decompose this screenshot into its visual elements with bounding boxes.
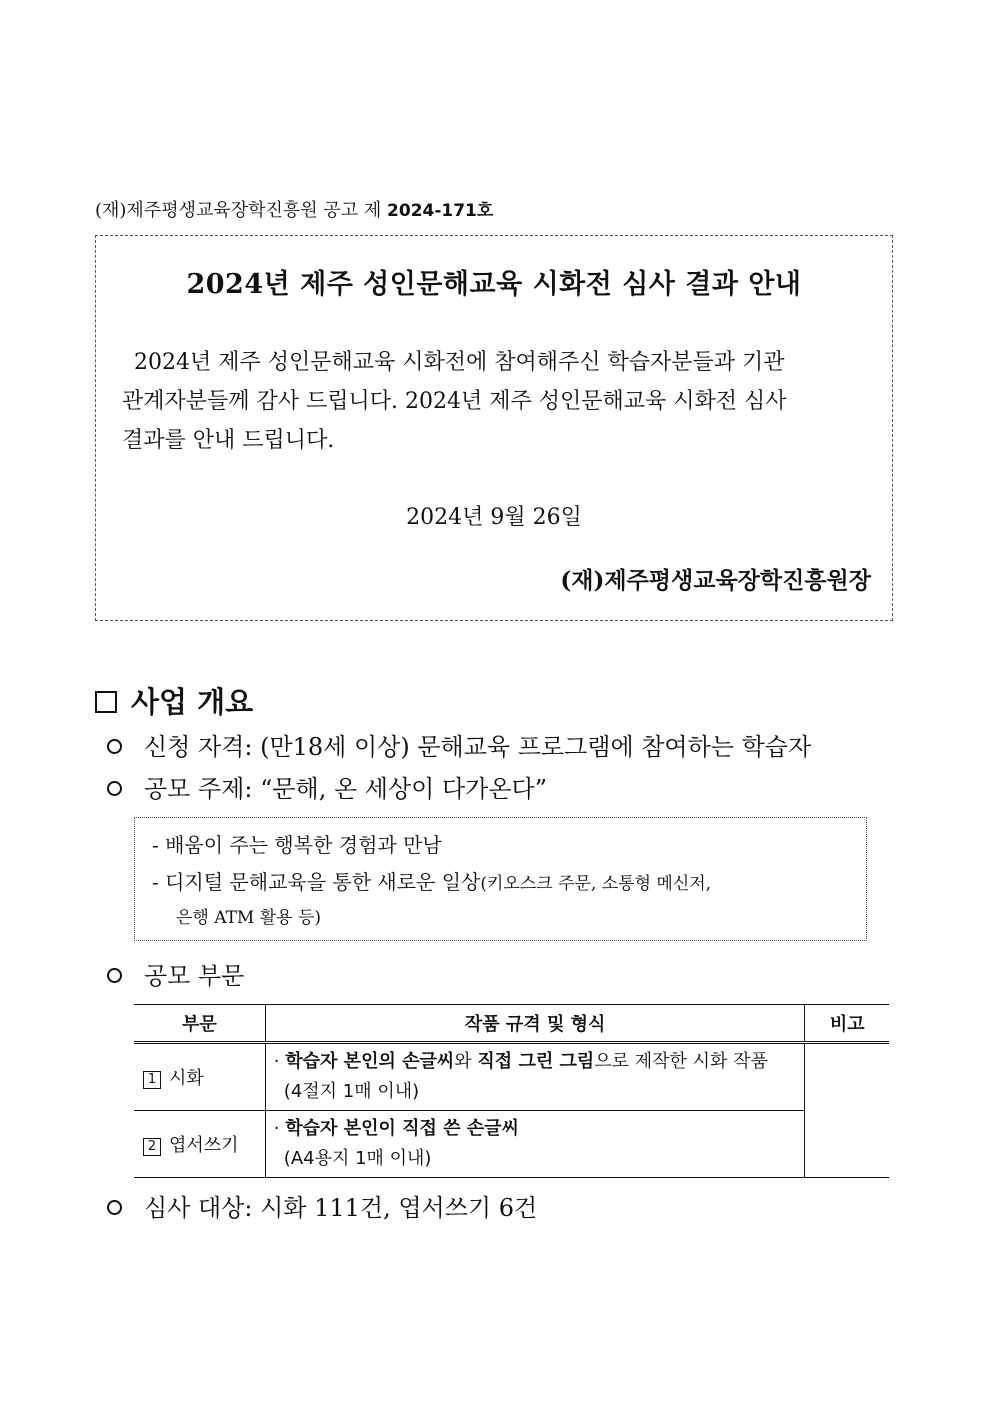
circle-bullet-icon bbox=[107, 968, 122, 983]
square-icon bbox=[95, 691, 117, 713]
spec-text: 으로 제작한 시화 작품 bbox=[594, 1051, 768, 1072]
announcement-date: 2024년 9월 26일 bbox=[406, 505, 582, 530]
spec-sub: (A4용지 1매 이내) bbox=[283, 1148, 432, 1169]
bullet-review-target bbox=[107, 1188, 537, 1223]
eligibility-text: 신청 자격: (만18세 이상) 문해교육 프로그램에 참여하는 학습자 bbox=[144, 733, 812, 761]
circle-bullet-icon bbox=[107, 739, 122, 754]
body-line: 관계자분들께 감사 드립니다. 2024년 제주 성인문해교육 시화전 심사 bbox=[122, 389, 787, 414]
notice-number bbox=[95, 196, 493, 222]
spec-text: 와 bbox=[454, 1051, 478, 1072]
spec-main bbox=[274, 1114, 804, 1144]
issuer-signature: (재)제주평생교육장학진흥원장 bbox=[560, 567, 871, 594]
spec-bold: 학습자 본인의 손글씨 bbox=[285, 1051, 455, 1072]
body-line: 결과를 안내 드립니다. bbox=[122, 428, 335, 453]
header-spec: 작품 규격 및 형식 bbox=[265, 1005, 805, 1043]
circle-bullet-icon bbox=[107, 781, 122, 796]
theme-text: 공모 주제: “문해, 온 세상이 다가온다” bbox=[144, 775, 547, 803]
category-number: 2 bbox=[143, 1138, 161, 1156]
header-note: 비고 bbox=[805, 1005, 889, 1043]
theme-point bbox=[152, 866, 711, 895]
table-row bbox=[134, 1043, 889, 1111]
categories-label: 공모 부문 bbox=[144, 962, 245, 990]
spec-cell bbox=[265, 1111, 805, 1178]
announcement-title: 2024년 제주 성인문해교육 시화전 심사 결과 안내 bbox=[186, 269, 802, 300]
notice-number-value: 2024-171호 bbox=[387, 201, 494, 221]
section-heading bbox=[95, 680, 253, 721]
bullet-theme bbox=[107, 769, 547, 804]
category-name: 엽서쓰기 bbox=[169, 1135, 239, 1156]
spec-bold: 학습자 본인이 직접 쓴 손글씨 bbox=[285, 1118, 519, 1139]
header-category: 부문 bbox=[134, 1005, 265, 1043]
announcement-body bbox=[122, 343, 870, 460]
notice-number-prefix: (재)제주평생교육장학진흥원 공고 제 bbox=[95, 200, 388, 221]
category-name: 시화 bbox=[169, 1068, 204, 1089]
section-heading-text: 사업 개요 bbox=[131, 685, 254, 719]
review-target-text: 심사 대상: 시화 111건, 엽서쓰기 6건 bbox=[144, 1194, 538, 1222]
spec-bold: 직접 그린 그림 bbox=[477, 1051, 595, 1072]
category-table bbox=[134, 1004, 889, 1178]
theme-point-main: - 디지털 문해교육을 통한 새로운 일상 bbox=[152, 870, 481, 894]
table-header-row bbox=[134, 1005, 889, 1043]
theme-point-paren: (키오스크 주문, 소통형 메신저, bbox=[480, 874, 712, 894]
theme-point-continued bbox=[176, 903, 321, 928]
bullet-categories bbox=[107, 956, 244, 991]
category-cell bbox=[134, 1043, 265, 1111]
spec-cell bbox=[265, 1043, 805, 1111]
bullet-eligibility bbox=[107, 727, 811, 762]
body-line: 2024년 제주 성인문해교육 시화전에 참여해주신 학습자분들과 기관 bbox=[134, 350, 785, 375]
circle-bullet-icon bbox=[107, 1200, 122, 1215]
category-number: 1 bbox=[143, 1071, 161, 1089]
spec-main bbox=[274, 1047, 804, 1077]
note-cell bbox=[805, 1043, 889, 1178]
spec-dot: · bbox=[273, 1118, 286, 1139]
table-row bbox=[134, 1111, 889, 1178]
spec-dot: · bbox=[273, 1051, 286, 1072]
spec-sub: (4절지 1매 이내) bbox=[283, 1081, 420, 1102]
category-cell bbox=[134, 1111, 265, 1178]
theme-point-cont-text: 은행 ATM 활용 등) bbox=[176, 908, 322, 928]
theme-point: - 배움이 주는 행복한 경험과 만남 bbox=[152, 833, 442, 857]
